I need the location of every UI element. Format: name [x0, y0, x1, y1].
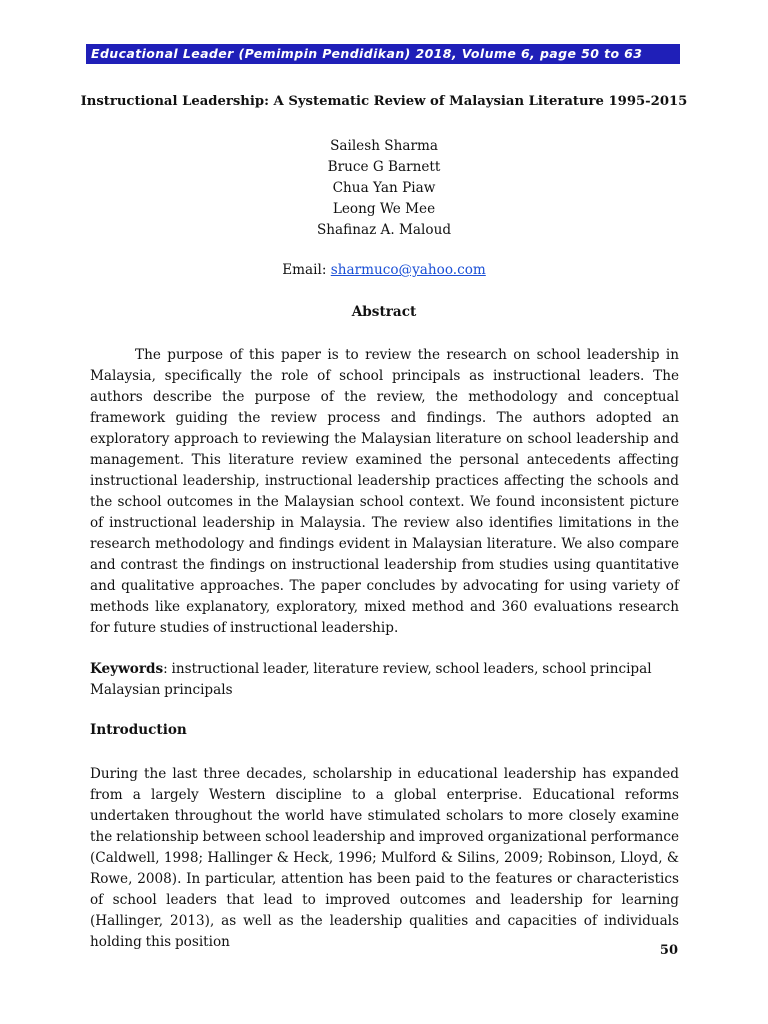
author-name: Sailesh Sharma: [330, 138, 438, 154]
email-label: Email:: [282, 262, 327, 278]
author-list: [0, 136, 768, 241]
contact-email-line: [0, 262, 768, 278]
author-name: Shafinaz A. Maloud: [316, 222, 452, 238]
keywords-label: Keywords: [90, 661, 164, 677]
journal-citation: Educational Leader (Pemimpin Pendidikan) 2018, Volume 6, page 50 to 63: [91, 46, 643, 61]
journal-header-bar: [86, 44, 680, 64]
author-name: Bruce G Barnett: [327, 159, 441, 175]
email-link[interactable]: sharmuco@yahoo.com: [330, 262, 486, 278]
page-number: 50: [659, 943, 678, 958]
abstract-heading: Abstract: [351, 304, 417, 320]
author-name: Leong We Mee: [332, 201, 436, 217]
keywords-line: [90, 659, 679, 701]
abstract-body: The purpose of this paper is to review the research on school leadership in Malaysia, specifically the role of school principals as instructional leaders. The authors describe the purpose of the review, the methodology and conceptual framework guiding the review process and findings. The authors adopted an exploratory approach to reviewing the Malaysian literature on school leadership and management. This literature review examined the personal antecedents affecting instructional leadership, instructional leadership practices affecting the schools and the school outcomes in the Malaysian school context. We found inconsistent picture of instructional leadership in Malaysia. The review also identifies limitations in the research methodology and findings evident in Malaysian literature. We also compare and contrast the findings on instructional leadership from studies using quantitative and qualitative approaches. The paper concludes by advocating for using variety of methods like explanatory, exploratory, mixed method and 360 evaluations research for future studies of instructional leadership.: [90, 347, 679, 636]
introduction-body: During the last three decades, scholarship in educational leadership has expanded from a largely Western discipline to a global enterprise. Educational reforms undertaken throughout the world have stimulated scholars to more closely examine the relationship between school leadership and improved organizational performance (Caldwell, 1998; Hallinger & Heck, 1996; Mulford & Silins, 2009; Robinson, Lloyd, & Rowe, 2008). In particular, attention has been paid to the features or characteristics of school leaders that lead to improved outcomes and leadership for learning (Hallinger, 2013), as well as the leadership qualities and capacities of individuals holding this position: [90, 766, 679, 950]
keywords-text: : instructional leader, literature review, school leaders, school principal Malaysian principals: [90, 661, 652, 698]
author-name: Chua Yan Piaw: [332, 180, 436, 196]
introduction-heading: Introduction: [90, 722, 187, 738]
paper-title: Instructional Leadership: A Systematic Review of Malaysian Literature 1995-2015: [80, 94, 688, 109]
